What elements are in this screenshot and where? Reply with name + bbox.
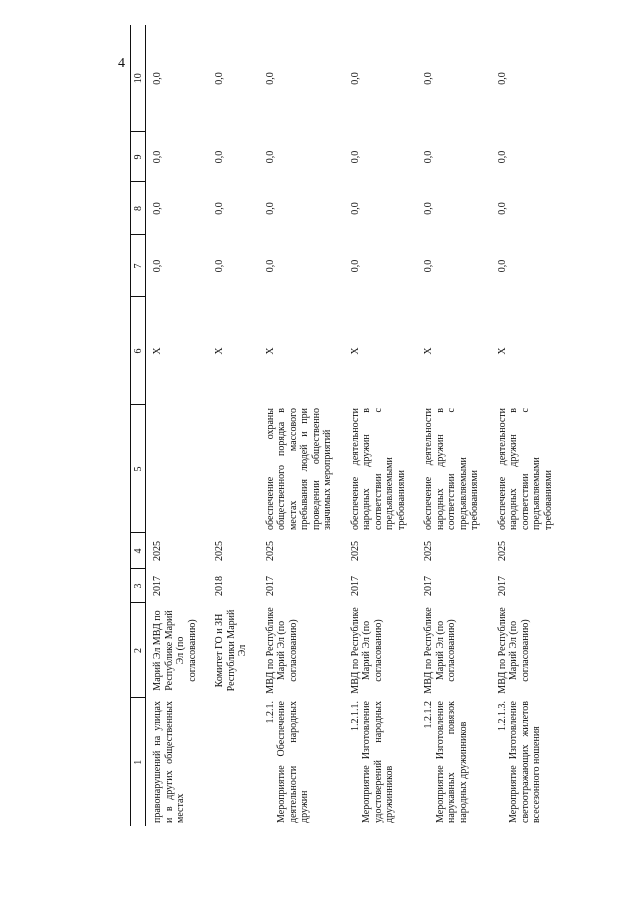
col-header-3: 3 (131, 569, 146, 603)
col-header-7: 7 (131, 235, 146, 297)
cell-value-9: 0,0 (349, 150, 361, 164)
cell-value-10: 0,0 (214, 72, 225, 85)
cell-event-name (259, 698, 344, 826)
cell-result (146, 405, 209, 533)
cell-end-year: 2025 (496, 541, 508, 561)
table-row (491, 25, 565, 826)
cell-value-7: 0,0 (423, 259, 434, 273)
cell-value-9: 0,0 (264, 150, 276, 164)
cell-start-year: 2018 (214, 576, 225, 596)
cell-value-10: 0,0 (152, 72, 163, 85)
col-header-5: 5 (131, 405, 146, 533)
cell-event-name (491, 698, 565, 826)
event-code: 1.2.1.1. (349, 701, 361, 731)
cell-source: X (423, 347, 434, 355)
cell-result (208, 405, 259, 533)
table-row (417, 25, 491, 826)
cell-value-9: 0,0 (214, 150, 225, 164)
cell-value-7: 0,0 (214, 259, 225, 273)
event-title: правонарушений на улицах и в других общественных местах (152, 701, 186, 823)
cell-source: X (264, 347, 276, 355)
cell-result: обеспечение охраны общественного порядка в местах массового пребывания людей и при проведении общественно значимых мероприятий (264, 408, 333, 530)
event-title: Мероприятие Изготовление удостоверений народных дружинников (361, 701, 395, 823)
col-header-1: 1 (131, 698, 146, 826)
cell-value-7: 0,0 (349, 259, 361, 273)
page-number: 4 (118, 56, 125, 71)
cell-value-9: 0,0 (423, 150, 434, 164)
cell-value-7: 0,0 (496, 259, 508, 273)
cell-value-8: 0,0 (214, 202, 225, 215)
cell-start-year: 2017 (496, 576, 508, 596)
table-row (344, 25, 418, 826)
cell-value-8: 0,0 (264, 202, 276, 215)
cell-event-name (344, 698, 418, 826)
cell-responsible: Комитет ГО и ЗН Республики Марий Эл (214, 609, 248, 692)
cell-responsible: Марий Эл МВД по Республике Марий Эл (по согласованию) (152, 610, 198, 691)
table-row (146, 25, 209, 826)
cell-source: X (349, 347, 361, 355)
cell-end-year: 2025 (423, 541, 434, 561)
cell-start-year: 2017 (264, 576, 276, 596)
cell-value-10: 0,0 (264, 72, 276, 85)
cell-end-year: 2025 (349, 541, 361, 561)
cell-value-8: 0,0 (496, 202, 508, 215)
cell-value-7: 0,0 (152, 259, 163, 273)
cell-responsible: МВД по Республике Марий Эл (по согласованию) (423, 607, 457, 694)
cell-result: обеспечение деятельности народных дружин в соответствии с предъявляемыми требованиями (423, 408, 480, 530)
cell-end-year: 2025 (152, 541, 163, 561)
event-title: Мероприятие Изготовление нарукавных повязок народных дружинников (434, 701, 469, 823)
program-table (130, 25, 564, 826)
event-title: Мероприятие Обеспечение деятельности народных дружин (276, 701, 310, 823)
event-code: 1.2.1.3. (496, 701, 508, 731)
cell-value-9: 0,0 (152, 150, 163, 164)
cell-value-7: 0,0 (264, 259, 276, 273)
cell-value-10: 0,0 (496, 72, 508, 85)
cell-value-10: 0,0 (423, 72, 434, 85)
col-header-4: 4 (131, 533, 146, 569)
col-header-6: 6 (131, 297, 146, 405)
cell-end-year: 2025 (264, 541, 276, 561)
column-number-row (131, 25, 146, 826)
event-code: 1.2.1.2 (423, 701, 434, 729)
cell-value-10: 0,0 (349, 72, 361, 85)
col-header-8: 8 (131, 182, 146, 235)
rotated-table-wrapper (130, 0, 619, 851)
event-code: 1.2.1. (264, 701, 276, 724)
col-header-9: 9 (131, 132, 146, 182)
cell-value-8: 0,0 (349, 202, 361, 215)
cell-value-8: 0,0 (423, 202, 434, 215)
cell-value-8: 0,0 (152, 202, 163, 215)
cell-value-9: 0,0 (496, 150, 508, 164)
cell-responsible: МВД по Республике Марий Эл (по согласованию) (264, 607, 299, 694)
cell-result: обеспечение деятельности народных дружин в соответствии с предъявляемыми требованиями (349, 408, 407, 530)
cell-result: обеспечение деятельности народных дружин в соответствии с предъявляемыми требованиями (496, 408, 554, 530)
cell-start-year: 2017 (152, 576, 163, 596)
col-header-10: 10 (131, 25, 146, 132)
table-row (208, 25, 259, 826)
cell-source: X (214, 347, 225, 355)
table-body (146, 25, 565, 826)
event-title: Мероприятие Изготовление светоотражающих жилетов всесезонного ношения (508, 701, 542, 823)
cell-end-year: 2025 (214, 541, 225, 561)
cell-event-name (417, 698, 491, 826)
cell-responsible: МВД по Республике Марий Эл (по согласованию) (349, 607, 384, 694)
cell-event-name (146, 698, 209, 826)
cell-source: X (496, 347, 508, 355)
col-header-2: 2 (131, 603, 146, 698)
cell-start-year: 2017 (349, 576, 361, 596)
cell-event-name (208, 698, 259, 826)
table-row (259, 25, 344, 826)
cell-source: X (152, 347, 163, 355)
cell-responsible: МВД по Республике Марий Эл (по согласованию) (496, 607, 531, 694)
cell-start-year: 2017 (423, 576, 434, 596)
